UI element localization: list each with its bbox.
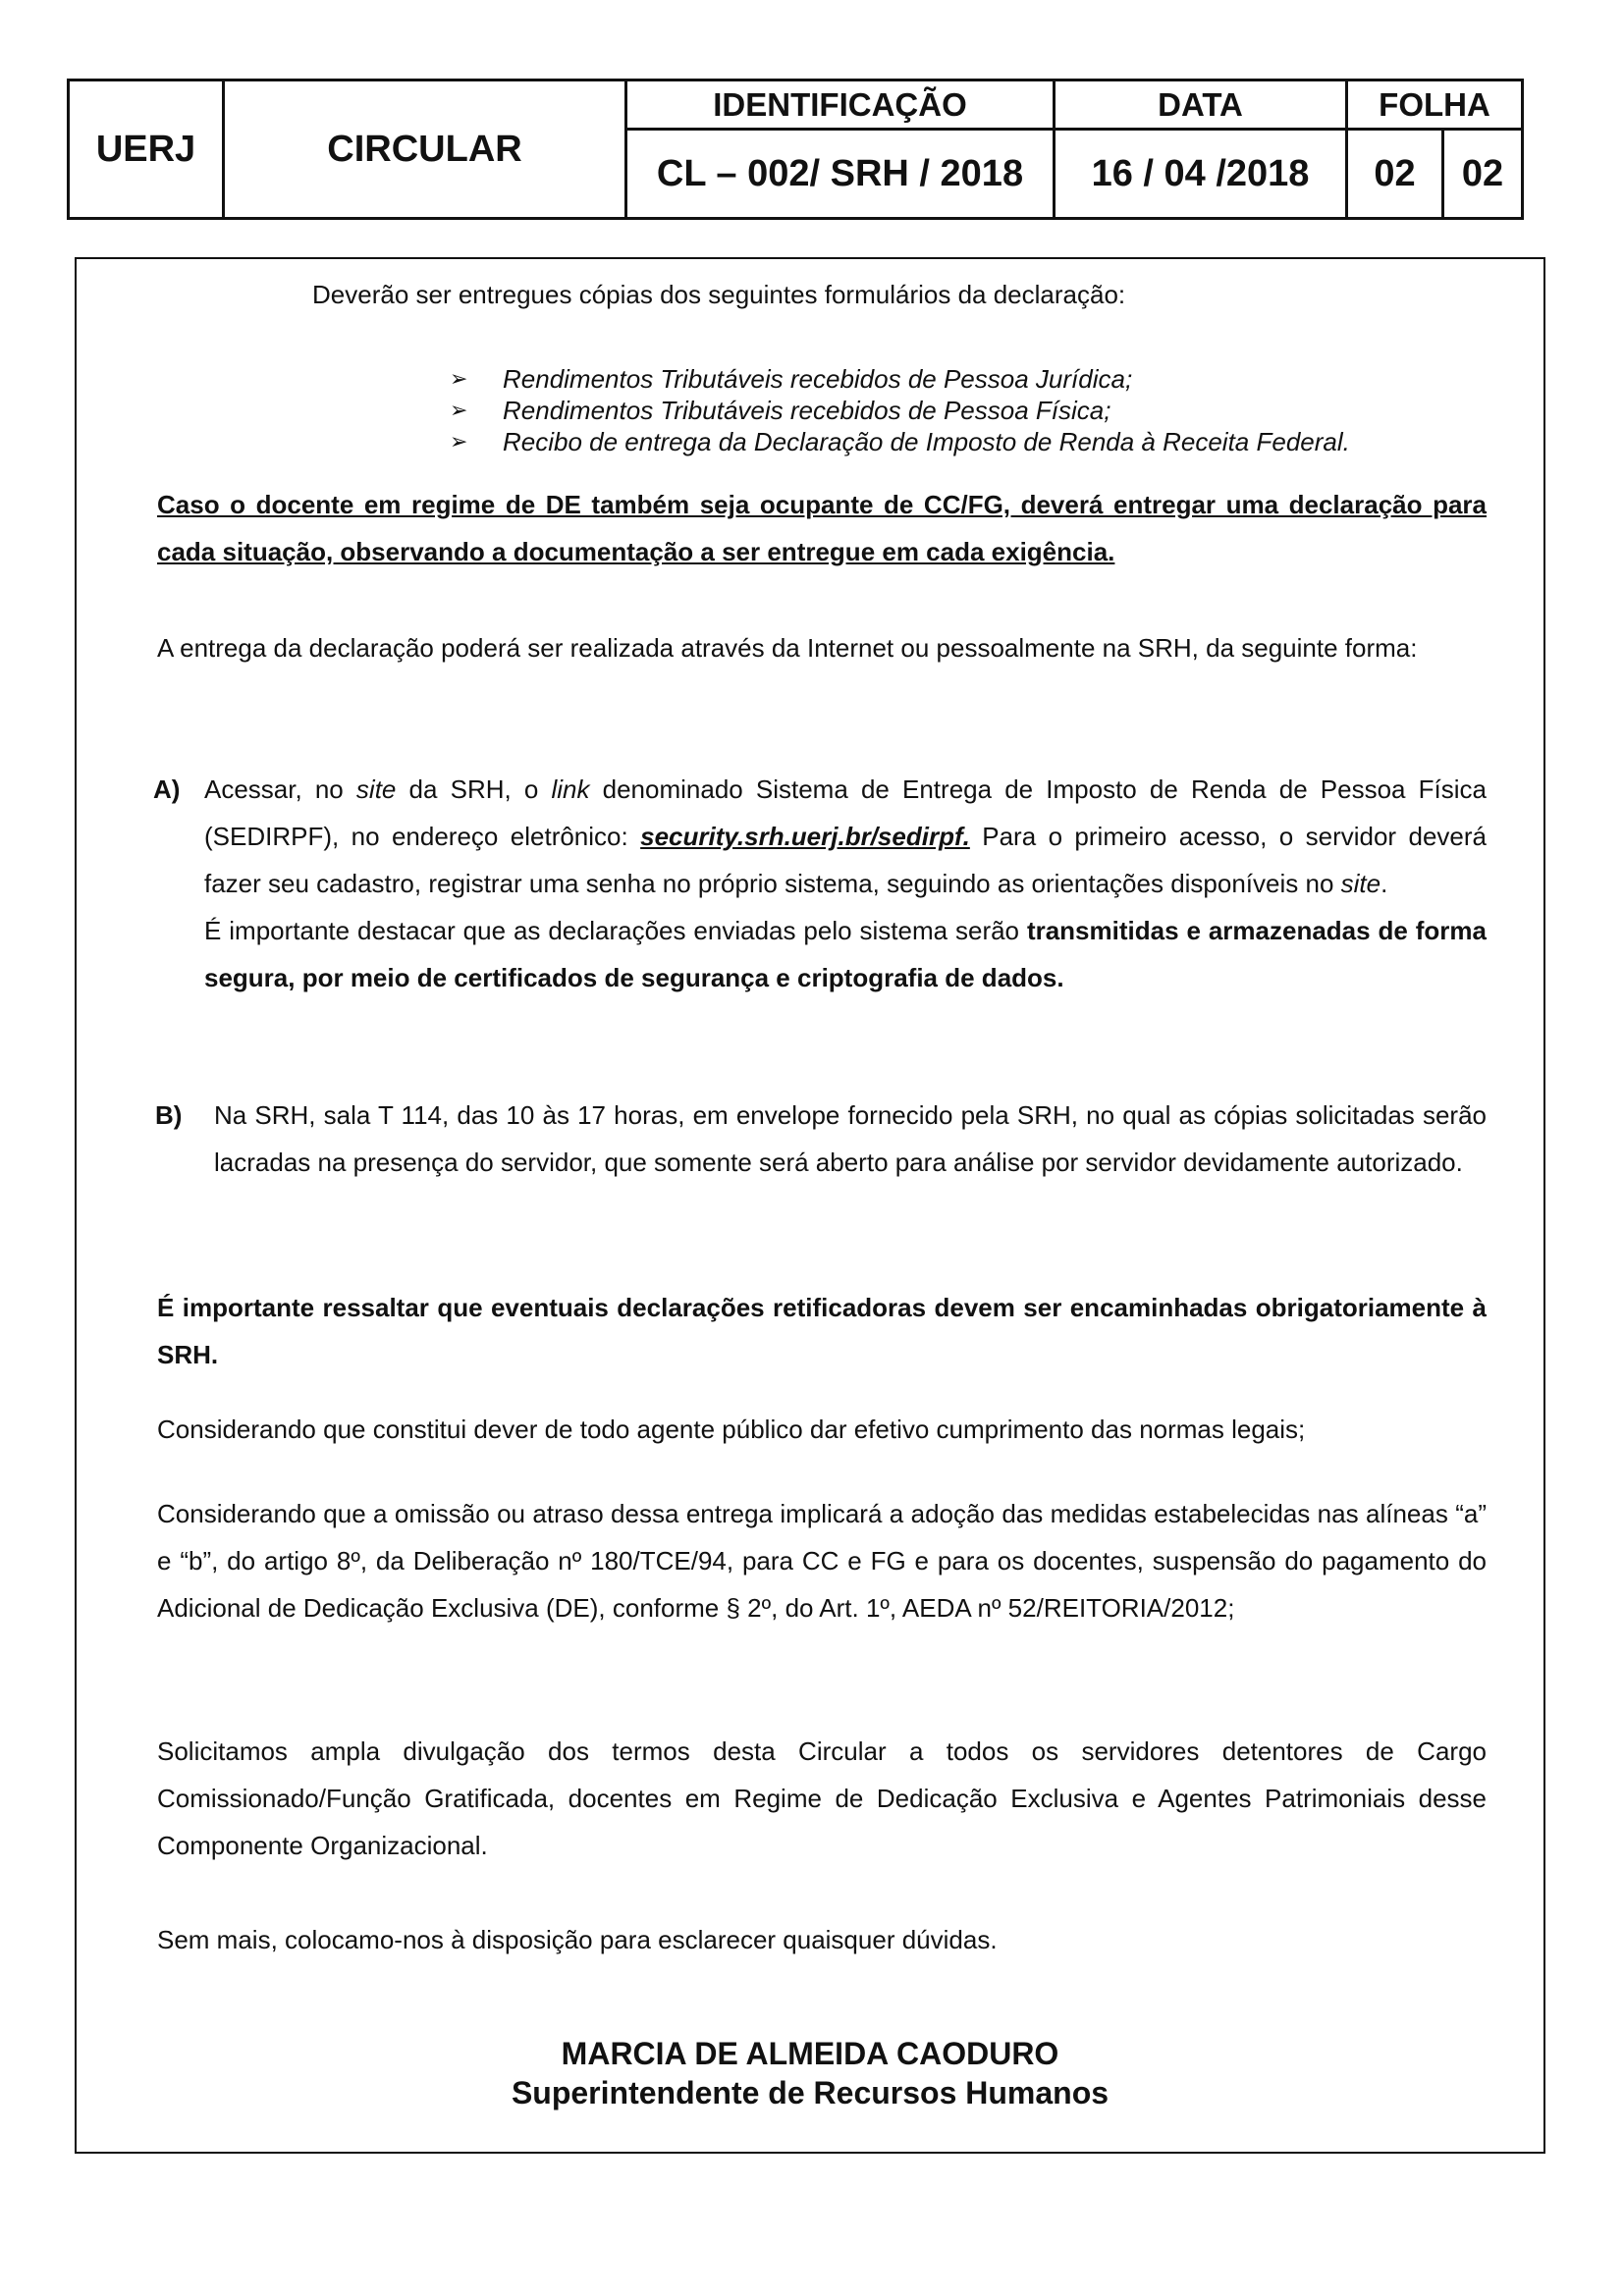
item-b — [155, 1092, 1487, 1186]
sedirpf-url-link[interactable]: security.srh.uerj.br/sedirpf. — [640, 822, 970, 851]
item-a-security-text: É importante destacar que as declarações enviadas pelo sistema serão — [204, 916, 1027, 945]
folha-values — [1348, 131, 1521, 217]
item-a-text: denominado Sistema de Entrega de Imposto de Renda de Pessoa Física (SEDIRPF), no endereço eletrônico: — [204, 774, 1487, 851]
identificacao-label: IDENTIFICAÇÃO — [627, 81, 1056, 128]
item-a-text: da SRH, o — [396, 774, 552, 804]
list-item — [450, 363, 1350, 395]
folha-label: FOLHA — [1379, 85, 1490, 123]
caso-paragraph: Caso o docente em regime de DE também seja ocupante de CC/FG, deverá entregar uma declaração para cada situação, observando a documentação a ser entregue em cada exigência. — [157, 490, 1487, 566]
identificacao-value: CL – 002/ SRH / 2018 — [627, 131, 1056, 217]
doc-type: CIRCULAR — [225, 81, 627, 217]
arrowhead-bullet-icon: ➢ — [450, 398, 468, 422]
considerando-paragraph-2: Considerando que a omissão ou atraso dessa entrega implicará a adoção das medidas estabelecidas nas alíneas “a” e “b”, do artigo 8º, da Deliberação nº 180/TCE/94, para CC e FG e para os docentes, suspensão do pagamento do Adicional de Dedicação Exclusiva (DE), conforme § 2º, do Art. 1º, AEDA nº 52/REITORIA/2012; — [157, 1499, 1487, 1623]
signatory-name: MARCIA DE ALMEIDA CAODURO — [561, 2036, 1059, 2071]
header-details — [627, 81, 1521, 217]
item-a-text: Acessar, no — [204, 774, 356, 804]
item-a-site-word: site — [355, 774, 397, 804]
solicitamos-paragraph: Solicitamos ampla divulgação dos termos desta Circular a todos os servidores detentores de Cargo Comissionado/Função Gratificada, docentes em Regime de Dedicação Exclusiva e Agentes Patrimoniais desse Componente Organizacional. — [157, 1736, 1487, 1860]
header-labels-row — [627, 81, 1521, 131]
header-table — [67, 79, 1524, 220]
item-a-link-word: link — [551, 774, 590, 804]
document-body — [75, 257, 1545, 2154]
signature-block — [77, 2034, 1543, 2112]
item-a-marker: A) — [153, 774, 181, 804]
item-b-text: Na SRH, sala T 114, das 10 às 17 horas, em envelope fornecido pela SRH, no qual as cópias solicitadas serão lacradas na presença do servidor, que somente será aberto para análise por servidor devidamente autorizado. — [214, 1100, 1487, 1177]
folha-page: 02 — [1348, 131, 1444, 217]
header-values-row — [627, 131, 1521, 217]
data-label: DATA — [1056, 81, 1348, 128]
item-a-text: Para o primeiro acesso, o servidor deverá fazer seu cadastro, registrar uma senha no próprio sistema, seguindo as orientações disponíveis no — [204, 822, 1487, 898]
forms-list — [450, 363, 1350, 457]
considerando-paragraph-1: Considerando que constitui dever de todo agente público dar efetivo cumprimento das normas legais; — [157, 1415, 1306, 1444]
list-item — [450, 395, 1350, 426]
intro-paragraph: Deverão ser entregues cópias dos seguintes formulários da declaração: — [312, 280, 1126, 309]
item-a-security-bold: transmitidas e armazenadas de forma segura, por meio de certificados de segurança e criptografia de dados. — [204, 916, 1487, 992]
ressaltar-paragraph: É importante ressaltar que eventuais declarações retificadoras devem ser encaminhadas obrigatoriamente à SRH. — [157, 1293, 1487, 1369]
closing-paragraph: Sem mais, colocamo-nos à disposição para esclarecer quaisquer dúvidas. — [157, 1925, 998, 1954]
org-name: UERJ — [70, 81, 225, 217]
item-a-site-word: site — [1340, 869, 1381, 898]
arrowhead-bullet-icon: ➢ — [450, 366, 468, 391]
item-b-marker: B) — [155, 1100, 183, 1130]
arrowhead-bullet-icon: ➢ — [450, 429, 468, 454]
signatory-title: Superintendente de Recursos Humanos — [511, 2075, 1110, 2110]
list-item-text: Recibo de entrega da Declaração de Imposto de Renda à Receita Federal. — [503, 427, 1350, 456]
list-item-text: Rendimentos Tributáveis recebidos de Pessoa Física; — [503, 396, 1111, 425]
item-a-text: . — [1380, 869, 1388, 898]
entrega-paragraph: A entrega da declaração poderá ser realizada através da Internet ou pessoalmente na SRH, da seguinte forma: — [157, 633, 1418, 663]
folha-total: 02 — [1461, 152, 1504, 194]
item-a — [153, 766, 1487, 1001]
list-item — [450, 426, 1350, 457]
data-value: 16 / 04 /2018 — [1056, 131, 1348, 217]
list-item-text: Rendimentos Tributáveis recebidos de Pessoa Jurídica; — [503, 364, 1133, 394]
